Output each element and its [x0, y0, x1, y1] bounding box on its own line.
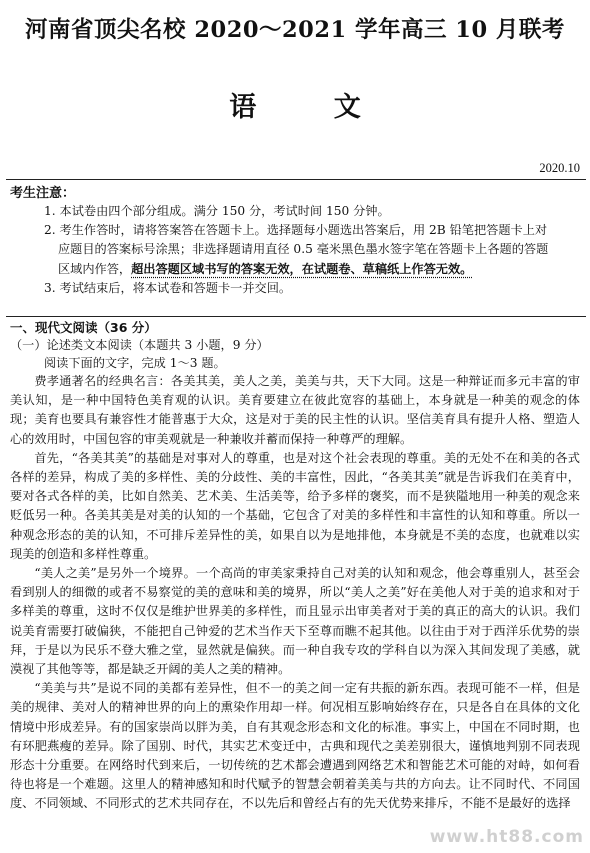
divider-top: [6, 179, 586, 180]
exam-title: 河南省顶尖名校 2020～2021 学年高三 10 月联考: [25, 17, 565, 43]
passage-paragraph: 费孝通著名的经典名言：各美其美，美人之美，美美与共，天下大同。这是一种辩证而多元丰富的审美认知，是一种中国特色美育观的认识。美育要建立在彼此宽容的基础上，本身就是一种美的观念的体现；美育也要具有兼容性才能普惠于大众，这是对于美的民主性的认识。坚信美育具有提升人格、塑造人心的效用时，中国包容的审美观就是一种兼收并蓄而保持一种尊严的理解。: [10, 374, 580, 446]
notice-list: [44, 202, 584, 298]
exam-date: 2020.10: [539, 161, 580, 175]
notice-title: 考生注意：: [10, 186, 76, 201]
passage-paragraph: 首先，“各美其美”的基础是对事对人的尊重，也是对这个社会表现的尊重。美的无处不在和美的各式各样的差异，构成了美的多样性、美的分歧性、美的丰富性，因此，“各美其美”就是告诉我们在美育中，要对各式各样的美，比如自然美、艺术美、生活美等，给予多样的褒奖，而不是狭隘地用一种美的观念来贬低另一种。各美其美是对美的认知的一个基础，它包含了对美的多样性和丰富性的认知和尊重。所以一种观念形态的美的认知，不可排斥差异性的美，如果自以为是地排他，本身就是不美的态度，也就难以实现美的创造和多样性尊重。: [10, 450, 580, 561]
site-watermark: www.ht88.com: [429, 827, 584, 847]
notice-item-3: 3. 考试结束后，将本试卷和答题卡一并交回。: [44, 280, 292, 295]
subsection-heading: （一）论述类文本阅读（本题共 3 小题，9 分）: [10, 338, 269, 352]
passage-paragraph: “美美与共”是说不同的美都有差异性，但不一的美之间一定有共振的新东西。表现可能不一样，但是美的规律、美对人的精神世界的向上的熏染作用却一样。何况相互影响始终存在，只是各自在具体的文化情境中形成差异。有的国家崇尚以胖为美，自有其观念形态和文化的标准。事实上，中国在不同时期，也有环肥燕瘦的差异。除了国别、时代，其实艺术变迁中，古典和现代之美差别很大，谨慎地判别不同表现形态十分重要。在网络时代到来后，一切传统的艺术都会遭遇到网络艺术和智能艺术可能的对峙，如何看待也将是一个难题。这里人的精神感知和时代赋予的智慧会朝着美美与共的方向去。让不同时代、不同国度、不同领域、不同形式的艺术共同存在，不以先后和曾经占有的先天优势来排斥，不能不是最好的选择: [10, 681, 580, 811]
section-heading: 一、现代文阅读（36 分）: [10, 320, 157, 335]
notice-item-1: 1. 本试卷由四个部分组成。满分 150 分，考试时间 150 分钟。: [44, 204, 390, 218]
reading-instruction: 阅读下面的文字，完成 1～3 题。: [44, 356, 226, 370]
divider-bottom: [6, 316, 586, 317]
notice-item-2: 2. 考生作答时，请将答案答在答题卡上。选择题每小题选出答案后，用 2B 铅笔把答题卡上对 应题目的答案标号涂黑；非选择题请用直径 0.5 毫米黑色墨水签字笔在答题卡上各题的答题: [44, 223, 549, 257]
reading-passage: [10, 372, 580, 814]
notice-item-2-cont: 区域内作答，超出答题区域书写的答案无效，在试题卷、草稿纸上作答无效。: [58, 261, 473, 276]
passage-paragraph: “美人之美”是另外一个境界。一个高尚的审美家秉持自己对美的认知和观念，他会尊重别人，甚至会看到别人的细微的或者不易察觉的美的意味和美的境界，所以“美人之美”好在美他人对于美的追求和对于多样美的尊重，这时不仅仅是维护世界美的多样性，而且显示出审美者对于美的真正的高大的认识。我们说美育需要打破偏狭，不能把自己钟爱的艺术当作天下至尊而瞧不起其他。以往由于对于西洋乐优势的崇拜，于是以为民乐不登大雅之堂，显然就是偏狭。而一种自我专攻的学科自以为深入其间发现了美感，就漠视了其他等等，都是缺乏开阔的美人之美的精神。: [10, 566, 580, 677]
subject-title: 语 文: [229, 92, 395, 123]
notice-emphasis: 超出答题区域书写的答案无效，在试题卷、草稿纸上作答无效。: [131, 261, 473, 276]
